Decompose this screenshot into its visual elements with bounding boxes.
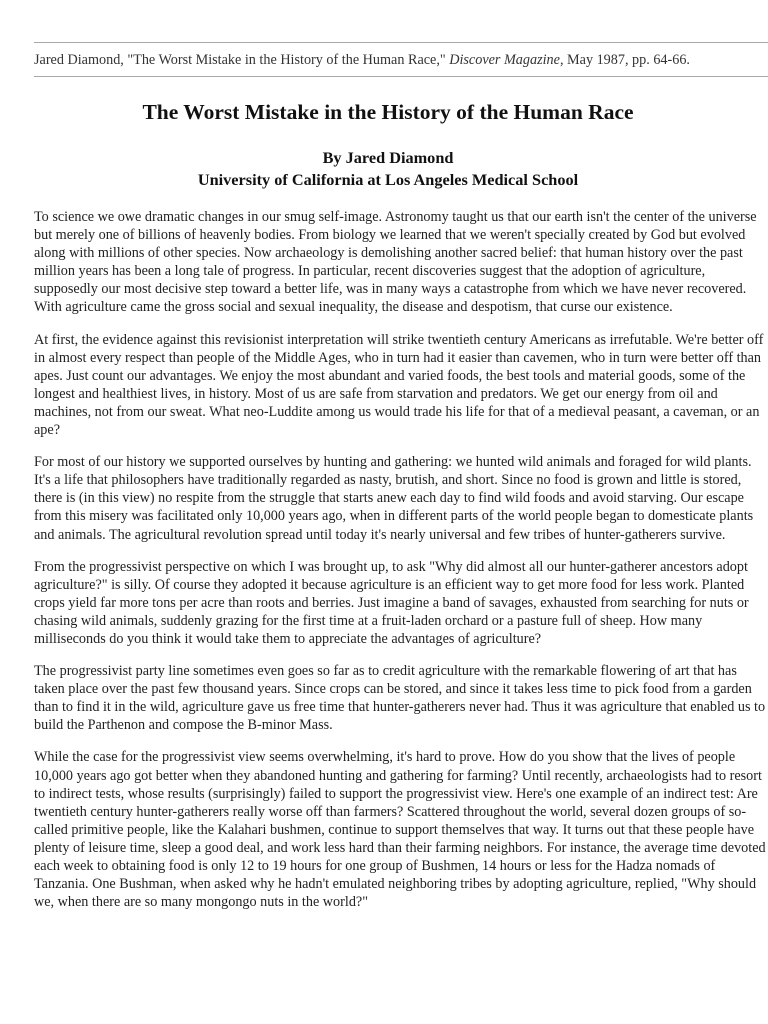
paragraph: For most of our history we supported ourselves by hunting and gathering: we hunted wild animals and foraged for wild plants. It's a life that philosophers have traditionally regarded as nasty, brutish, and short. Since no food is grown and little is stored, there is (in this view) no respite from the struggle that starts anew each day to find wild foods and avoid starving. Our escape from this misery was facilitated only 10,000 years ago, when in different parts of the world people began to domesticate plants and animals. The agricultural revolution spread until today it's nearly universal and few tribes of hunter-gatherers survive. bbox=[34, 454, 754, 543]
byline bbox=[0, 147, 768, 191]
byline-affiliation: University of California at Los Angeles Medical School bbox=[197, 170, 579, 189]
citation bbox=[34, 50, 768, 70]
paragraph: To science we owe dramatic changes in our smug self-image. Astronomy taught us that our earth isn't the center of the universe but merely one of billions of heavenly bodies. From biology we learned that we weren't specially created by God but evolved along with millions of other species. Now archaeology is demolishing another sacred belief: that human history over the past million years has been a long tale of progress. In particular, recent discoveries suggest that the adoption of agriculture, supposedly our most decisive step toward a better life, was in many ways a catastrophe from which we have never recovered. With agriculture came the gross social and sexual inequality, the disease and despotism, that curse our existence. bbox=[34, 209, 757, 316]
paragraph: From the progressivist perspective on which I was brought up, to ask "Why did almost all our hunter-gatherer ancestors adopt agriculture?" is silly. Of course they adopted it because agriculture is an efficient way to get more food for less work. Planted crops yield far more tons per acre than roots and berries. Just imagine a band of savages, exhausted from searching for nuts or chasing wild animals, suddenly grazing for the first time at a fruit-laden orchard or a pasture full of sheep. How many milliseconds do you think it would take them to appreciate the advantages of agriculture? bbox=[34, 558, 749, 647]
citation-magazine: Discover Magazine bbox=[449, 52, 560, 68]
byline-author: By Jared Diamond bbox=[322, 148, 454, 167]
article-title: The Worst Mistake in the History of the Human Race bbox=[142, 100, 634, 124]
top-divider bbox=[34, 42, 768, 43]
paragraph: At first, the evidence against this revisionist interpretation will strike twentieth century Americans as irrefutable. We're better off in almost every respect than people of the Middle Ages, who in turn had it easier than cavemen, who in turn were better off than apes. Just count our advantages. We enjoy the most abundant and varied foods, the best tools and material goods, some of the longest and healthiest lives, in history. Most of us are safe from starvation and predators. We get our energy from oil and machines, not from our sweat. What neo-Luddite among us would trade his life for that of a medieval peasant, a caveman, or an ape? bbox=[34, 331, 764, 439]
citation-divider bbox=[34, 76, 768, 77]
paragraph: The progressivist party line sometimes even goes so far as to credit agriculture with the remarkable flowering of art that has taken place over the past few thousand years. Since crops can be stored, and since it takes less time to pick food from a garden than to find it in the wild, agriculture gave us free time that hunter-gatherers never had. Thus it was agriculture that enabled us to build the Parthenon and compose the B-minor Mass. bbox=[34, 663, 766, 734]
citation-prefix: Jared Diamond, "The Worst Mistake in the History of the Human Race," bbox=[34, 52, 450, 68]
article-body bbox=[34, 208, 768, 976]
paragraph: While the case for the progressivist view seems overwhelming, it's hard to prove. How do you show that the lives of people 10,000 years ago got better when they abandoned hunting and gathering for farming? Until recently, archaeologists had to resort to indirect tests, whose results (surprisingly) failed to support the progressivist view. Here's one example of an indirect test: Are twentieth century hunter-gatherers really worse off than farmers? Scattered throughout the world, several dozen groups of so-called primitive people, like the Kalahari bushmen, continue to support themselves that way. It turns out that these people have plenty of leisure time, sleep a good deal, and work less hard than their farming neighbors. For instance, the average time devoted each week to obtaining food is only 12 to 19 hours for one group of Bushmen, 14 hours or less for the Hadza nomads of Tanzania. One Bushman, when asked why he hadn't emulated neighboring tribes by adopting agriculture, replied, "Why should we, when there are so many mongongo nuts in the world?" bbox=[34, 749, 766, 911]
citation-suffix: , May 1987, pp. 64-66. bbox=[559, 52, 690, 68]
